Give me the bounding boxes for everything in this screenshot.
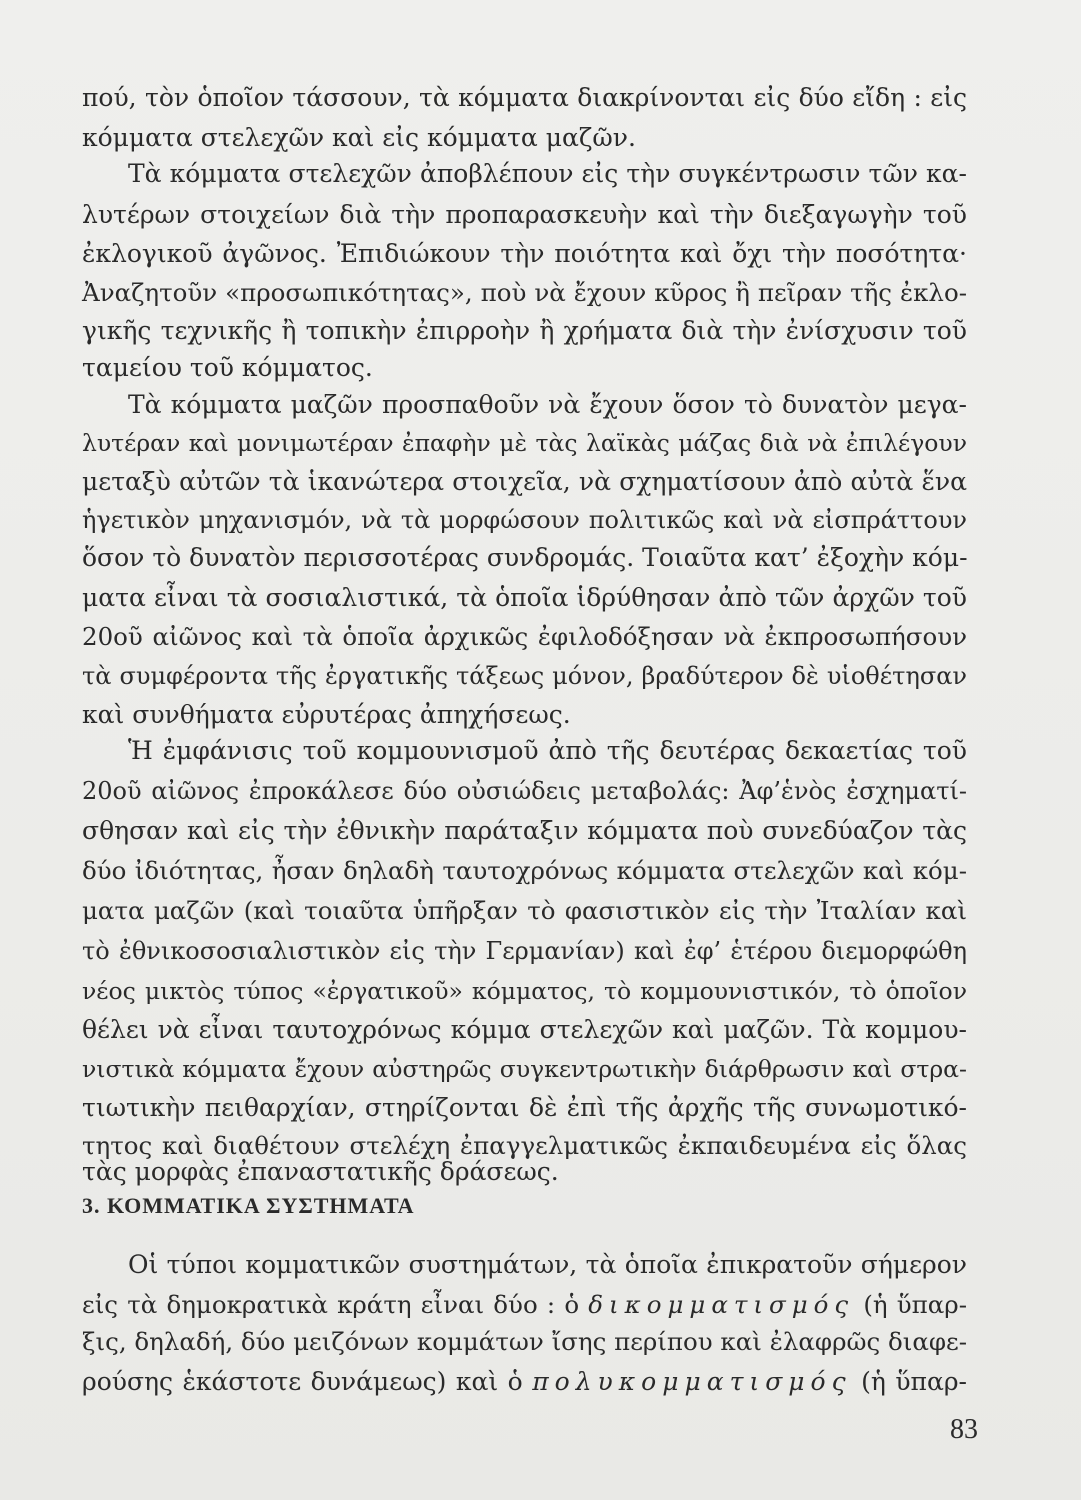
text-line: θέλει νὰ εἶναι ταυτοχρόνως κόμμα στελεχῶν καὶ μαζῶν. Τὰ κομμου- — [82, 1015, 967, 1044]
text-line: Τὰ κόμματα μαζῶν προσπαθοῦν νὰ ἔχουν ὅσον τὸ δυνατὸν μεγα- — [128, 390, 967, 419]
text-line: τητος καὶ διαθέτουν στελέχη ἐπαγγελματικῶς ἐκπαιδευμένα εἰς ὅλας — [82, 1131, 967, 1160]
text-line: ξις, δηλαδή, δύο μειζόνων κομμάτων ἴσης περίπου καὶ ἐλαφρῶς διαφε- — [82, 1327, 967, 1356]
text-line: ματα εἶναι τὰ σοσιαλιστικά, τὰ ὁποῖα ἱδρύθησαν ἀπὸ τῶν ἀρχῶν τοῦ — [82, 583, 967, 612]
text-line: πού, τὸν ὁποῖον τάσσουν, τὰ κόμματα διακρίνονται εἰς δύο εἴδη : εἰς — [82, 83, 967, 112]
text-line: 20οῦ αἰῶνος καὶ τὰ ὁποῖα ἀρχικῶς ἐφιλοδόξησαν νὰ ἐκπροσωπήσουν — [82, 622, 967, 651]
text-line: τιωτικὴν πειθαρχίαν, στηρίζονται δὲ ἐπὶ τῆς ἀρχῆς τῆς συνωμοτικό- — [82, 1093, 967, 1122]
text-line: ταμείου τοῦ κόμματος. — [82, 353, 373, 382]
section-heading: 3. ΚΟΜΜΑΤΙΚΑ ΣΥΣΤΗΜΑΤΑ — [82, 1193, 415, 1218]
text-line: καὶ συνθήματα εὐρυτέρας ἀπηχήσεως. — [82, 700, 571, 729]
text-line-with-term — [82, 1362, 967, 1402]
text-line: Οἱ τύποι κομματικῶν συστημάτων, τὰ ὁποῖα ἐπικρατοῦν σήμερον — [128, 1250, 967, 1279]
text-line: τὰ συμφέροντα τῆς ἐργατικῆς τάξεως μόνον, βραδύτερον δὲ υἱοθέτησαν — [82, 662, 967, 690]
text-line: νιστικὰ κόμματα ἔχουν αὐστηρῶς συγκεντρωτικὴν διάρθρωσιν καὶ στρα- — [82, 1055, 967, 1083]
text-line: σθησαν καὶ εἰς τὴν ἐθνικὴν παράταξιν κόμματα ποὺ συνεδύαζον τὰς — [82, 816, 967, 845]
text-segment: (ἡ ὕπαρ- — [854, 1290, 967, 1319]
page-number: 83 — [950, 1414, 978, 1445]
text-segment: ρούσης ἑκάστοτε δυνάμεως) καὶ ὁ — [82, 1367, 533, 1396]
text-line: μεταξὺ αὐτῶν τὰ ἱκανώτερα στοιχεῖα, νὰ σχηματίσουν ἀπὸ αὐτὰ ἕνα — [82, 467, 967, 496]
text-line: ματα μαζῶν (καὶ τοιαῦτα ὑπῆρξαν τὸ φασιστικὸν εἰς τὴν Ἰταλίαν καὶ — [82, 896, 967, 925]
text-segment: (ἡ ὕπαρ- — [851, 1367, 967, 1396]
text-line: Τὰ κόμματα στελεχῶν ἀποβλέπουν εἰς τὴν συγκέντρωσιν τῶν κα- — [128, 159, 967, 188]
text-line-with-term — [82, 1285, 967, 1325]
text-line: λυτέραν καὶ μονιμωτέραν ἐπαφὴν μὲ τὰς λαϊκὰς μάζας διὰ νὰ ἐπιλέγουν — [82, 429, 967, 457]
spaced-term: πολυκομματισμός — [532, 1367, 852, 1396]
text-line: ὅσον τὸ δυνατὸν περισσοτέρας συνδρομάς. Τοιαῦτα κατ’ ἐξοχὴν κόμ- — [82, 543, 968, 572]
text-line: τὰς μορφὰς ἐπαναστατικῆς δράσεως. — [82, 1157, 559, 1186]
text-line: τὸ ἐθνικοσοσιαλιστικὸν εἰς τὴν Γερμανίαν) καὶ ἐφ’ ἑτέρου διεμορφώθη — [82, 937, 967, 965]
text-line: λυτέρων στοιχείων διὰ τὴν προπαρασκευὴν καὶ τὴν διεξαγωγὴν τοῦ — [82, 200, 967, 229]
text-segment: εἰς τὰ δημοκρατικὰ κράτη εἶναι δύο : ὁ — [82, 1290, 589, 1319]
text-line: δύο ἰδιότητας, ἦσαν δηλαδὴ ταυτοχρόνως κόμματα στελεχῶν καὶ κόμ- — [82, 856, 967, 885]
spaced-term: δικομματισμός — [588, 1290, 855, 1319]
text-line: ἡγετικὸν μηχανισμόν, νὰ τὰ μορφώσουν πολιτικῶς καὶ νὰ εἰσπράττουν — [82, 506, 967, 534]
text-line: κόμματα στελεχῶν καὶ εἰς κόμματα μαζῶν. — [82, 123, 636, 152]
text-line: ἐκλογικοῦ ἀγῶνος. Ἐπιδιώκουν τὴν ποιότητα καὶ ὄχι τὴν ποσότητα· — [82, 239, 967, 268]
text-line: νέος μικτὸς τύπος «ἐργατικοῦ» κόμματος, τὸ κομμουνιστικόν, τὸ ὁποῖον — [82, 977, 967, 1005]
text-line: γικῆς τεχνικῆς ἢ τοπικὴν ἐπιρροὴν ἢ χρήματα διὰ τὴν ἐνίσχυσιν τοῦ — [82, 316, 967, 345]
text-line: Ἡ ἐμφάνισις τοῦ κομμουνισμοῦ ἀπὸ τῆς δευτέρας δεκαετίας τοῦ — [128, 736, 967, 765]
text-line: Ἀναζητοῦν «προσωπικότητας», ποὺ νὰ ἔχουν κῦρος ἢ πεῖραν τῆς ἐκλο- — [82, 278, 967, 307]
text-line: 20οῦ αἰῶνος ἐπροκάλεσε δύο οὐσιώδεις μεταβολάς: Ἀφ’ἑνὸς ἐσχηματί- — [82, 777, 967, 805]
